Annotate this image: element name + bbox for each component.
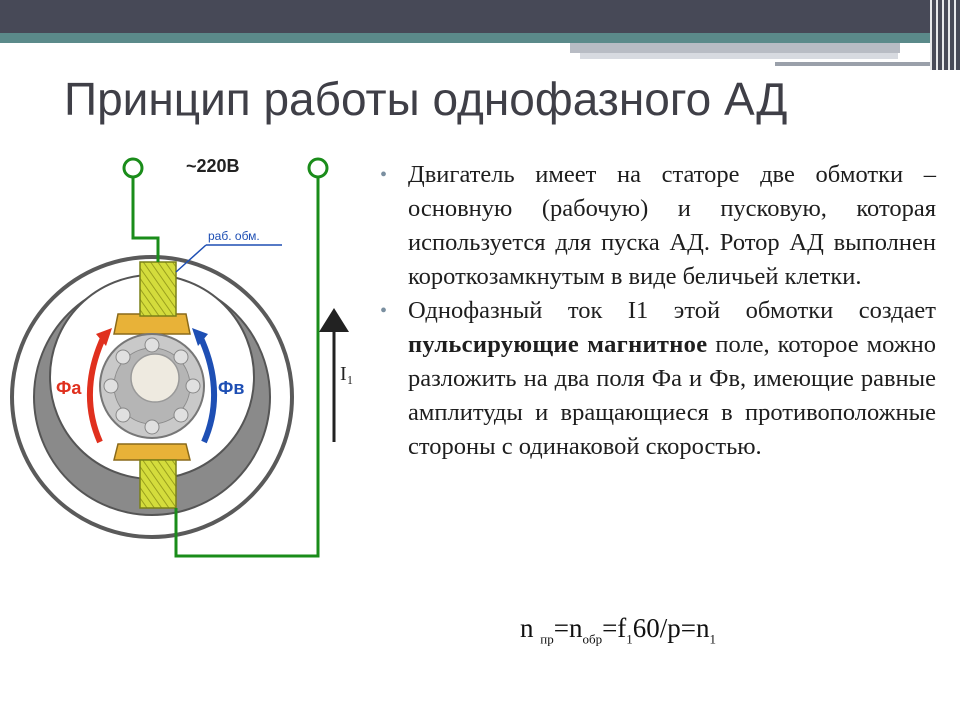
header-band xyxy=(0,0,960,33)
formula-sub-obr: обр xyxy=(582,631,603,647)
bullet-2-text-start: Однофазный ток I1 этой обмотки создает xyxy=(408,297,936,324)
header-accent-band xyxy=(0,33,960,43)
voltage-label: ~220В xyxy=(186,156,240,176)
formula-sub-1a: 1 xyxy=(626,631,633,647)
formula-sub-1b: 1 xyxy=(709,631,717,647)
formula-rest: 60/p=n xyxy=(632,613,710,643)
bullet-list xyxy=(380,158,936,464)
header-stripes xyxy=(930,0,960,70)
bullet-dot-icon: • xyxy=(380,300,388,322)
bullet-dot-icon: • xyxy=(380,164,388,186)
formula-eq-f: =f xyxy=(602,613,627,643)
bullet-item-1 xyxy=(380,158,936,294)
bullet-2-emphasis: пульсирующие магнитное xyxy=(408,331,708,358)
rotor-shaft xyxy=(131,354,179,402)
bullet-item-2 xyxy=(380,294,936,464)
formula-sub-pr: пр xyxy=(540,631,554,647)
current-label: I₁ xyxy=(340,363,354,385)
terminal-right xyxy=(309,159,327,177)
bullet-2-text-end: поле, которое можно разложить на два поля Фа и Фв, имеющие равные амплитуды и вращающиеся в противоположные стороны с одинаковой скоростью. xyxy=(408,331,936,460)
formula-eq-n: =n xyxy=(553,613,583,643)
flux-b-label: Фв xyxy=(218,378,245,398)
terminal-left xyxy=(124,159,142,177)
slide-title: Принцип работы однофазного АД xyxy=(64,73,788,125)
speed-formula xyxy=(520,613,716,647)
winding-label: раб. обм. xyxy=(208,229,260,243)
header-decoration-secondary xyxy=(580,53,898,59)
wire-left xyxy=(133,178,158,262)
motor-diagram xyxy=(0,142,362,562)
bullet-1-text: Двигатель имеет на статоре две обмотки – основную (рабочую) и пусковую, которая используется для пуска АД. Ротор АД выполнен короткозамкнутым в виде беличьей клетки. xyxy=(408,161,936,290)
upper-pole-shoe xyxy=(114,314,190,334)
lower-pole-shoe xyxy=(114,444,190,460)
formula-n: n xyxy=(520,613,534,643)
header-decoration xyxy=(570,43,900,53)
lower-winding xyxy=(140,460,176,508)
flux-a-label: Фа xyxy=(56,378,82,398)
header-decoration-line xyxy=(775,62,945,66)
upper-winding xyxy=(140,262,176,316)
